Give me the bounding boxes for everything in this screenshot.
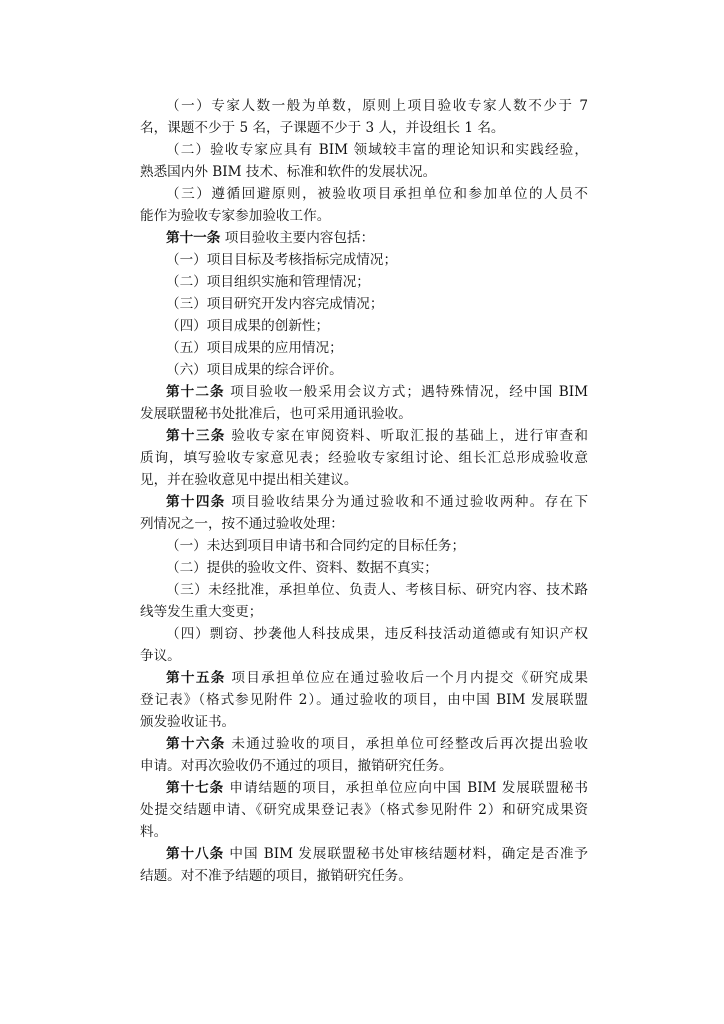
text-line: 申请。对再次验收仍不通过的项目，撤销研究任务。 bbox=[140, 758, 453, 774]
list-item: （二）项目组织实施和管理情况； bbox=[166, 274, 370, 290]
text-line: 列情况之一，按不通过验收处理： bbox=[140, 516, 344, 532]
text-line: 能作为验收专家参加验收工作。 bbox=[140, 208, 331, 224]
article-line: 第十八条 中国 BIM 发展联盟秘书处审核结题材料，确定是否准予 bbox=[166, 846, 588, 862]
list-item: （一）项目目标及考核指标完成情况； bbox=[166, 252, 398, 268]
text-line: （二）验收专家应具有 BIM 领域较丰富的理论知识和实践经验， bbox=[166, 142, 588, 158]
list-item: （六）项目成果的综合评价。 bbox=[166, 362, 343, 378]
article-line: 第十七条 申请结题的项目，承担单位应向中国 BIM 发展联盟秘书 bbox=[166, 780, 588, 796]
text-line: （一）专家人数一般为单数，原则上项目验收专家人数不少于 7 bbox=[166, 98, 588, 114]
list-item: （二）提供的验收文件、资料、数据不真实； bbox=[166, 560, 438, 576]
text-line: 名，课题不少于 5 名，子课题不少于 3 人，并设组长 1 名。 bbox=[140, 120, 505, 136]
list-item: （三）未经批准，承担单位、负责人、考核目标、研究内容、技术路 bbox=[166, 582, 588, 598]
article-line: 第十一条 项目验收主要内容包括： bbox=[166, 230, 375, 246]
text-line: 发展联盟秘书处批准后，也可采用通讯验收。 bbox=[140, 406, 412, 422]
text-line: 料。 bbox=[140, 824, 168, 840]
article-number: 第十二条 bbox=[166, 384, 225, 400]
text-line: 处提交结题申请、《研究成果登记表》（格式参见附件 2）和研究成果资 bbox=[140, 802, 588, 818]
text-line: （三）遵循回避原则，被验收项目承担单位和参加单位的人员不 bbox=[166, 186, 588, 202]
article-number: 第十六条 bbox=[166, 736, 226, 752]
text-line: 颁发验收证书。 bbox=[140, 714, 236, 730]
text-line: 熟悉国内外 BIM 技术、标准和软件的发展状况。 bbox=[140, 164, 437, 180]
article-number: 第十三条 bbox=[166, 428, 226, 444]
article-number: 第十一条 bbox=[166, 230, 221, 246]
article-line: 第十四条 项目验收结果分为通过验收和不通过验收两种。存在下 bbox=[166, 494, 588, 510]
article-line: 第十二条 项目验收一般采用会议方式；遇特殊情况，经中国 BIM bbox=[166, 384, 588, 400]
text-line: 登记表》（格式参见附件 2）。通过验收的项目，由中国 BIM 发展联盟 bbox=[140, 692, 588, 708]
text-line: 争议。 bbox=[140, 648, 181, 664]
article-line: 第十五条 项目承担单位应在通过验收后一个月内提交《研究成果 bbox=[166, 670, 588, 686]
list-item: （四）剽窃、抄袭他人科技成果，违反科技活动道德或有知识产权 bbox=[166, 626, 588, 642]
list-item: （一）未达到项目申请书和合同约定的目标任务； bbox=[166, 538, 466, 554]
article-line: 第十六条 未通过验收的项目，承担单位可经整改后再次提出验收 bbox=[166, 736, 588, 752]
list-item: （五）项目成果的应用情况； bbox=[166, 340, 343, 356]
text-line: 线等发生重大变更； bbox=[140, 604, 263, 620]
list-item: （四）项目成果的创新性； bbox=[166, 318, 330, 334]
article-number: 第十八条 bbox=[166, 846, 225, 862]
text-line: 见，并在验收意见中提出相关建议。 bbox=[140, 472, 358, 488]
text-line: 结题。对不准予结题的项目，撤销研究任务。 bbox=[140, 868, 412, 884]
article-number: 第十四条 bbox=[166, 494, 226, 510]
text-line: 质询，填写验收专家意见表；经验收专家组讨论、组长汇总形成验收意 bbox=[140, 450, 588, 466]
article-number: 第十七条 bbox=[166, 780, 225, 796]
article-line: 第十三条 验收专家在审阅资料、听取汇报的基础上，进行审查和 bbox=[166, 428, 588, 444]
article-number: 第十五条 bbox=[166, 670, 226, 686]
list-item: （三）项目研究开发内容完成情况； bbox=[166, 296, 384, 312]
